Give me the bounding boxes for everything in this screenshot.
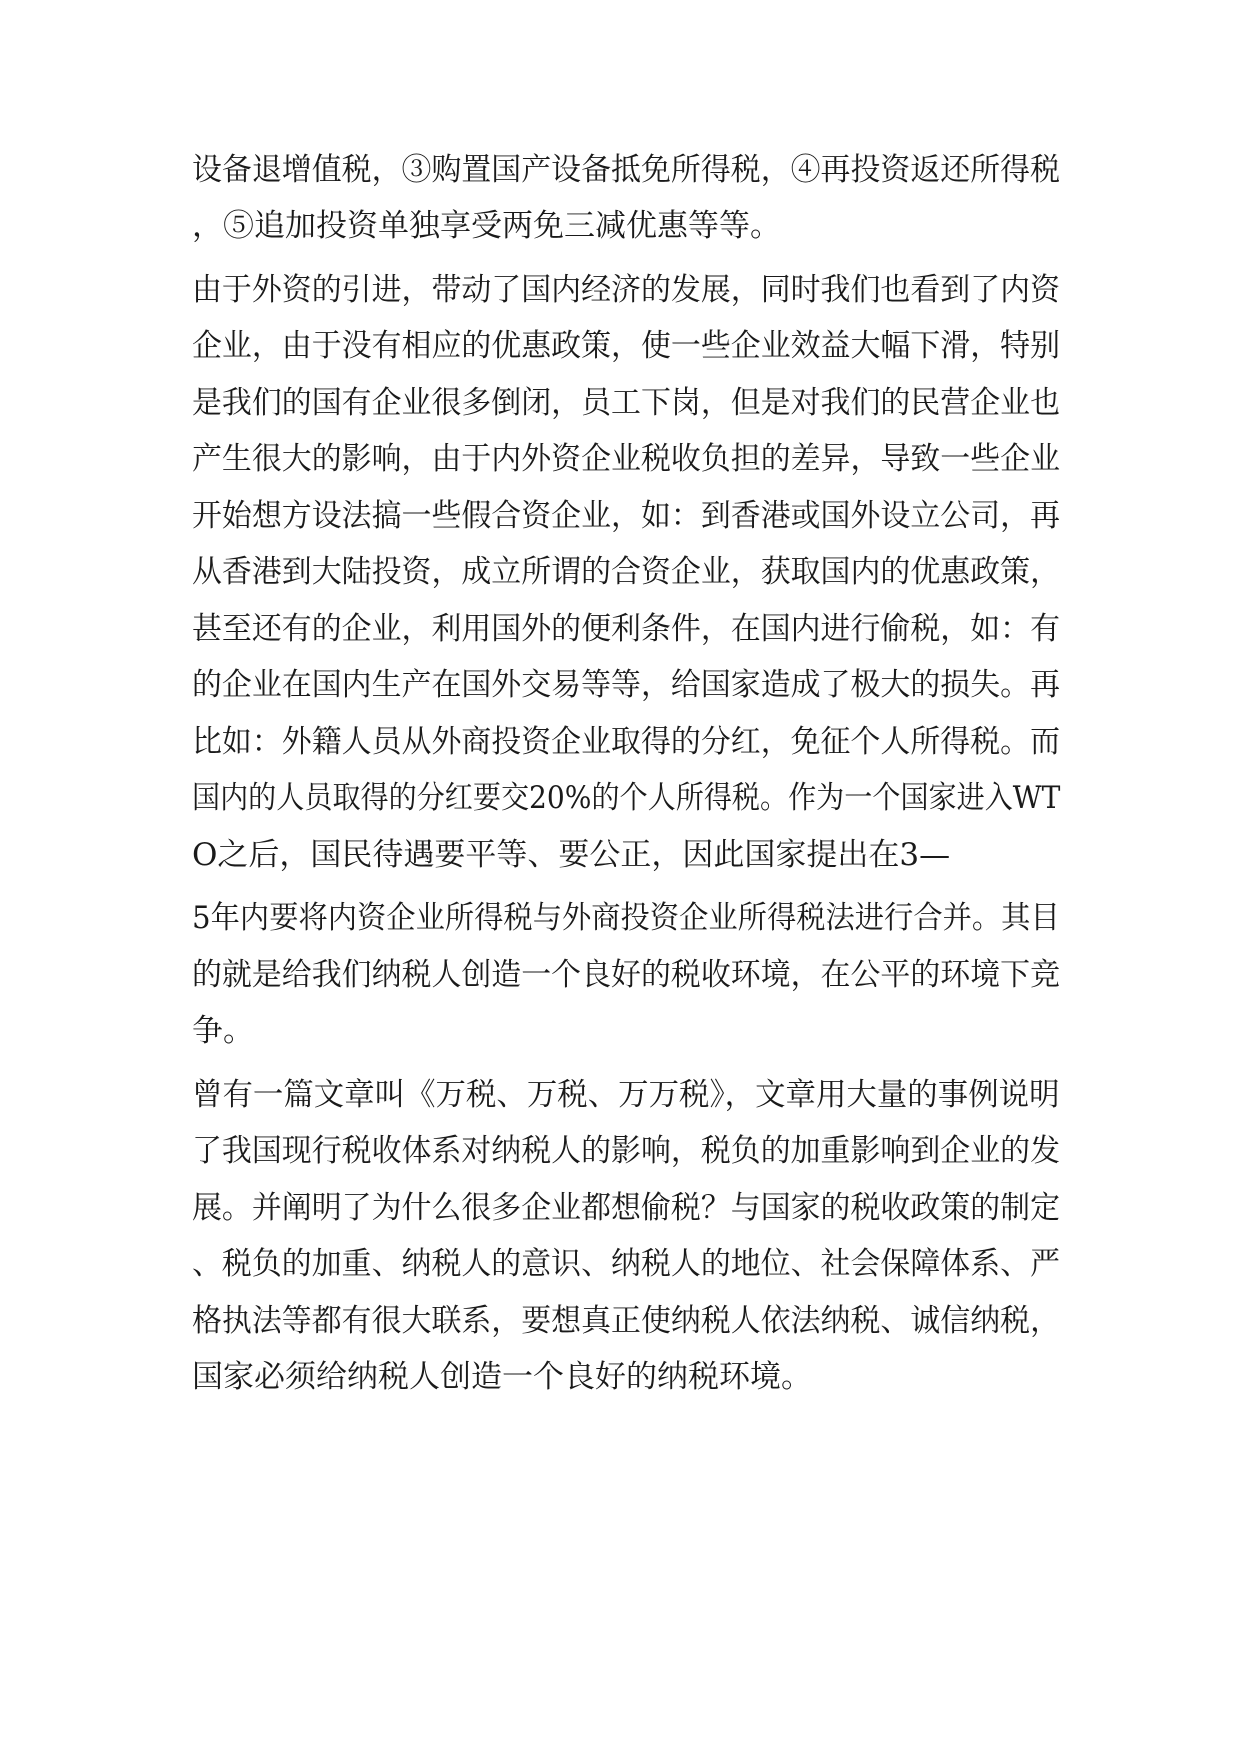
text-line: 展。并阐明了为什么很多企业都想偷税？与国家的税收政策的制定 [192,1190,1060,1226]
text-line: 设备退增值税，③购置国产设备抵免所得税，④再投资返还所得税 [192,152,1060,188]
text-line: 、税负的加重、纳税人的意识、纳税人的地位、社会保障体系、严 [192,1246,1060,1282]
text-line: 国家必须给纳税人创造一个良好的纳税环境。 [192,1359,812,1395]
paragraph-start-line: 曾有一篇文章叫《万税、万税、万万税》，文章用大量的事例说明 [192,1077,1060,1113]
text-line: O之后，国民待遇要平等、要公正，因此国家提出在3— [192,837,951,873]
text-line: ，⑤追加投资单独享受两免三减优惠等等。 [192,208,781,244]
text-line: 企业，由于没有相应的优惠政策，使一些企业效益大幅下滑，特别 [192,328,1060,364]
text-line: 的就是给我们纳税人创造一个良好的税收环境，在公平的环境下竞 [192,957,1060,993]
text-line: 比如：外籍人员从外商投资企业取得的分红，免征个人所得税。而 [192,724,1060,760]
text-line: 格执法等都有很大联系，要想真正使纳税人依法纳税、诚信纳税， [192,1303,1060,1339]
text-line: 开始想方设法搞一些假合资企业，如：到香港或国外设立公司，再 [192,498,1060,534]
text-line: 从香港到大陆投资，成立所谓的合资企业，获取国内的优惠政策， [192,554,1060,590]
text-line: 国内的人员取得的分红要交20%的个人所得税。作为一个国家进入WT [192,780,1061,816]
text-line: 争。 [192,1013,254,1049]
text-line: 产生很大的影响，由于内外资企业税收负担的差异，导致一些企业 [192,441,1060,477]
text-line: 甚至还有的企业，利用国外的便利条件，在国内进行偷税，如：有 [192,611,1060,647]
paragraph-start-line: 由于外资的引进，带动了国内经济的发展，同时我们也看到了内资 [192,272,1060,308]
text-line: 的企业在国内生产在国外交易等等，给国家造成了极大的损失。再 [192,667,1060,703]
text-line: 5年内要将内资企业所得税与外商投资企业所得税法进行合并。其目 [192,900,1060,936]
text-line: 了我国现行税收体系对纳税人的影响，税负的加重影响到企业的发 [192,1133,1060,1169]
text-line: 是我们的国有企业很多倒闭，员工下岗，但是对我们的民营企业也 [192,385,1060,421]
